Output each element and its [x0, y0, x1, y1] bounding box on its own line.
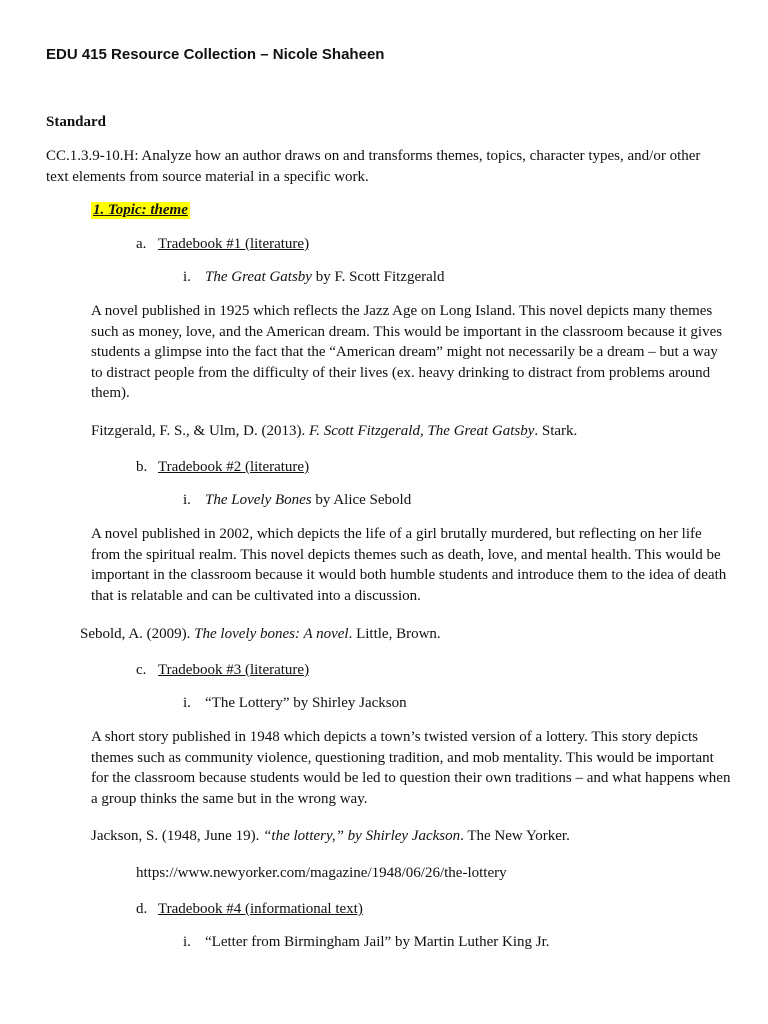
tradebook-4-item: [183, 932, 550, 953]
list-marker: a.: [136, 236, 147, 252]
tradebook-1-item: [183, 267, 444, 288]
book-author: by F. Scott Fitzgerald: [311, 269, 445, 285]
book-title: The Lovely Bones: [205, 492, 312, 508]
document-title: EDU 415 Resource Collection – Nicole Shaheen: [46, 46, 385, 63]
list-marker: i.: [183, 934, 191, 950]
citation-authors: Sebold, A. (2009).: [80, 626, 195, 642]
citation-title: “the lottery,” by Shirley Jackson: [263, 828, 461, 844]
list-marker: i.: [183, 695, 191, 711]
standard-heading: Standard: [46, 114, 107, 130]
tradebook-2-heading: [136, 457, 309, 478]
tradebook-label: Tradebook #4 (informational text): [158, 901, 363, 917]
tradebook-3-heading: [136, 660, 309, 681]
tradebook-1-description: A novel published in 1925 which reflects the Jazz Age on Long Island. This novel depicts many themes such as money, love, and the American dream. This would be important in the classroom because it gives students a glimpse into the fact that the “American dream” might not necessarily be a dream – but a way to distract people from the difficulty of their lives (ex. heavy drinking to distract from problems around them).: [91, 303, 723, 401]
book-author: by Alice Sebold: [311, 492, 412, 508]
citation-authors: Jackson, S. (1948, June 19).: [91, 828, 264, 844]
citation-authors: Fitzgerald, F. S., & Ulm, D. (2013).: [91, 423, 309, 439]
tradebook-label: Tradebook #2 (literature): [158, 459, 310, 475]
tradebook-2-item: [183, 490, 411, 511]
topic-heading: [91, 202, 190, 219]
tradebook-label: Tradebook #1 (literature): [158, 236, 310, 252]
tradebook-2-description: A novel published in 2002, which depicts the life of a girl brutally murdered, but reflecting on her life from the spiritual realm. This novel depicts themes such as death, love, and mental health. This would be important in the classroom because it would both humble students and introduce them to the idea of death that is relatable and can be cultivated into a discussion.: [91, 526, 727, 604]
tradebook-1-heading: [136, 234, 309, 255]
topic-number: 1.: [93, 202, 105, 218]
citation-publisher: . Stark.: [534, 423, 578, 439]
book-title: “The Lottery” by Shirley Jackson: [205, 695, 407, 711]
book-title: The Great Gatsby: [205, 269, 312, 285]
tradebook-label: Tradebook #3 (literature): [158, 662, 310, 678]
citation-publisher: . The New Yorker.: [460, 828, 570, 844]
list-marker: c.: [136, 662, 147, 678]
book-title: “Letter from Birmingham Jail” by Martin Luther King Jr.: [205, 934, 550, 950]
citation-title: The lovely bones: A novel: [194, 626, 349, 642]
list-marker: d.: [136, 901, 148, 917]
citation-url[interactable]: https://www.newyorker.com/magazine/1948/06/26/the-lottery: [136, 865, 507, 881]
tradebook-3-citation: [91, 826, 570, 847]
list-marker: b.: [136, 459, 148, 475]
list-marker: i.: [183, 492, 191, 508]
topic-label: Topic: theme: [108, 202, 188, 218]
tradebook-2-citation: [80, 624, 441, 645]
standard-text: CC.1.3.9-10.H: Analyze how an author draws on and transforms themes, topics, character types, and/or other text elements from source material in a specific work.: [46, 148, 701, 185]
citation-title: F. Scott Fitzgerald, The Great Gatsby: [308, 423, 535, 439]
list-marker: i.: [183, 269, 191, 285]
tradebook-4-heading: [136, 899, 363, 920]
tradebook-3-description: A short story published in 1948 which depicts a town’s twisted version of a lottery. This story depicts themes such as community violence, questioning tradition, and mob mentality. This would be important for the classroom because students would be led to question their own traditions – and what happens when a group thinks the same but in the wrong way.: [91, 729, 731, 807]
tradebook-1-citation: [91, 421, 577, 442]
citation-publisher: . Little, Brown.: [348, 626, 441, 642]
tradebook-3-item: [183, 693, 407, 714]
